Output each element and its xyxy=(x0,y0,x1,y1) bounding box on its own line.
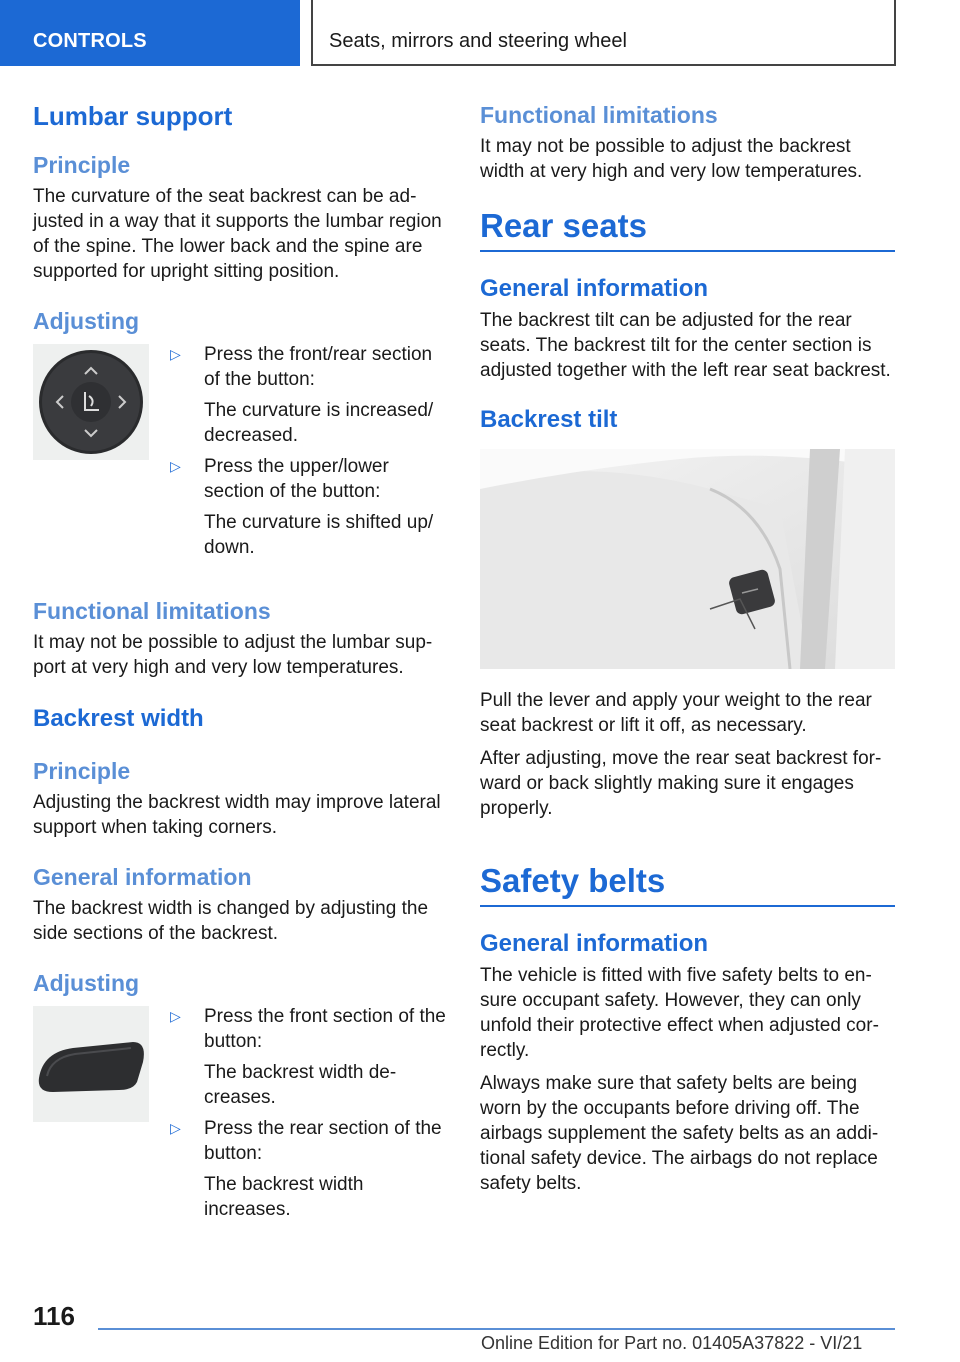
page-header xyxy=(0,0,960,66)
functional-limitations-text: It may not be possible to adjust the lumbar support at very high and very low temperatures. xyxy=(33,632,433,678)
belts-text-1: The vehicle is fitted with five safety belts to ensure occupant safety. However, they can only unfold their protective effect when adjusted correctly. xyxy=(480,965,879,1061)
list-item xyxy=(170,1116,448,1222)
belts-general-heading: General information xyxy=(480,930,709,957)
footer-divider xyxy=(98,1328,895,1330)
width-principle-text: Adjusting the backrest width may improve lateral support when taking corners. xyxy=(33,792,441,838)
step-action: Press the front section of the button: xyxy=(204,1006,446,1052)
backrest-width-heading: Backrest width xyxy=(33,705,204,732)
edition-label: Online Edition for Part no. 01405A37822 - VI/21 xyxy=(481,1333,863,1353)
width-steps xyxy=(170,1004,448,1228)
adjusting-heading: Adjusting xyxy=(33,308,140,334)
width-limitations-heading: Functional limitations xyxy=(480,102,718,128)
backrest-tilt-heading: Backrest tilt xyxy=(480,406,618,433)
lumbar-adjust-block xyxy=(33,342,448,566)
rear-general-text: The backrest tilt can be adjusted for the rear seats. The backrest tilt for the center section is adjusted together with the left rear seat backrest. xyxy=(480,310,891,381)
principle-text: The curvature of the seat backrest can be adjusted in a way that it supports the lumbar region of the spine. The lower back and the spine are supported for upright sitting position. xyxy=(33,186,442,282)
width-adjusting-heading: Adjusting xyxy=(33,970,140,996)
step-result: The backrest width decreases. xyxy=(204,1062,397,1108)
lumbar-steps xyxy=(170,342,448,566)
backrest-tilt-photo xyxy=(480,449,895,669)
rear-general-heading: General information xyxy=(480,275,709,302)
list-item xyxy=(170,1004,448,1110)
width-limitations-text: It may not be possible to adjust the backrest width at very high and very low temperatures. xyxy=(480,136,863,182)
step-action: Press the rear section of the button: xyxy=(204,1118,442,1164)
step-marker-icon: ▷ xyxy=(170,458,181,474)
width-adjust-block xyxy=(33,1004,448,1228)
step-action: Press the front/rear section of the button: xyxy=(204,344,433,390)
rear-seats-heading-block xyxy=(480,206,895,252)
rear-seats-heading: Rear seats xyxy=(480,207,647,244)
section-label: CONTROLS xyxy=(33,30,147,52)
section-tab xyxy=(0,0,300,66)
tilt-text-1: Pull the lever and apply your weight to the rear seat backrest or lift it off, as necessary. xyxy=(480,690,872,736)
lumbar-support-heading: Lumbar support xyxy=(33,101,233,131)
principle-heading: Principle xyxy=(33,152,131,178)
functional-limitations-heading: Functional limitations xyxy=(33,598,271,624)
step-result: The curvature is increased/ decreased. xyxy=(204,400,434,446)
step-action: Press the upper/lower section of the button: xyxy=(204,456,389,502)
step-marker-icon: ▷ xyxy=(170,346,181,362)
chapter-label: Seats, mirrors and steering wheel xyxy=(329,30,627,52)
width-button-image xyxy=(33,1006,149,1122)
lumbar-button-image xyxy=(33,344,149,460)
width-general-text: The backrest width is changed by adjusting the side sections of the backrest. xyxy=(33,898,429,944)
width-principle-heading: Principle xyxy=(33,758,131,784)
right-column xyxy=(480,100,895,1196)
belts-text-2: Always make sure that safety belts are being worn by the occupants before driving off. The airbags supplement the safety belts as an additional safety device. The airbags do not replace safety belts. xyxy=(480,1073,879,1194)
page-number: 116 xyxy=(33,1301,75,1331)
step-result: The backrest width increases. xyxy=(204,1174,364,1220)
width-general-heading: General information xyxy=(33,864,252,890)
left-column xyxy=(33,100,448,1228)
list-item xyxy=(170,342,448,448)
step-result: The curvature is shifted up/ down. xyxy=(204,512,434,558)
safety-belts-heading: Safety belts xyxy=(480,862,666,899)
step-marker-icon: ▷ xyxy=(170,1120,181,1136)
step-marker-icon: ▷ xyxy=(170,1008,181,1024)
safety-belts-heading-block xyxy=(480,861,895,907)
chapter-box xyxy=(311,0,896,66)
list-item xyxy=(170,454,448,560)
tilt-text-2: After adjusting, move the rear seat backrest forward or back slightly making sure it engages properly. xyxy=(480,748,882,819)
